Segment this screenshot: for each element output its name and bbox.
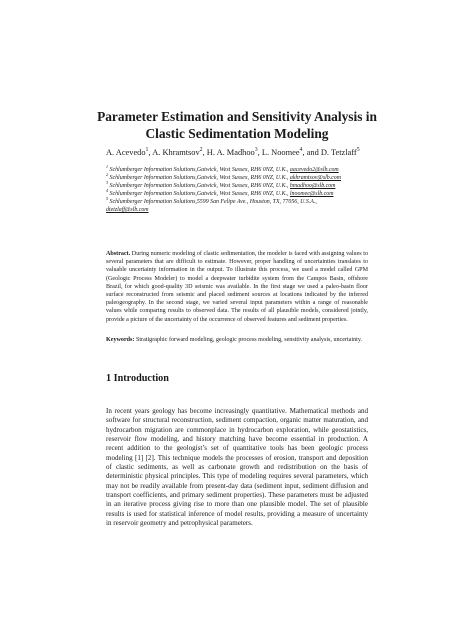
author-list xyxy=(106,147,406,158)
intro-paragraph: In recent years geology has become increasingly quantitative. Mathematical methods and software for structural reconstruction, sediment compaction, organic matter maturation, and hydrocarbon migration are commonplace in hydrocarbon exploration, while geostatistics, reservoir flow modeling, and history matching have become essential in production. A recent addition to the geologist’s set of quantitative tools has been geologic process modeling [1] [2]. This technique models the processes of erosion, transport and deposition of clastic sediments, as well as carbonate growth and redistribution on the basis of deterministic physical principles. This type of modeling requires several parameters, which may not be readily available from present-day data (sediment input, sediment diffusion and transport coefficients, and primary sediment properties). These parameters must be adjusted in an iterative process giving rise to more than one plausible model. The set of plausible results is used for statistical inference of model results, providing a measure of uncertainty in reservoir geometry and petrophysical parameters. xyxy=(106,407,368,528)
email-link[interactable]: dtetzlaff@slb.com xyxy=(106,207,149,214)
affiliation: $^5$ Schlumberger Information Solutions,5599 San Felipe Ave., Houston, TX, 77056, U.S.A., xyxy=(106,196,317,206)
paper-title xyxy=(60,108,414,142)
email-link[interactable]: akhramtsov@slb.com xyxy=(289,175,341,182)
affiliation: $^1$ Schlumberger Information Solutions,Gatwick, West Sussex, RH6 0NZ, U.K., aacevedo2@slb.com xyxy=(106,164,339,173)
author: A. Khramtsov$^2$, xyxy=(152,147,207,157)
affiliation: $^3$ Schlumberger Information Solutions,Gatwick, West Sussex, RH6 0NZ, U.K., hmadhoo@slb.com xyxy=(106,180,336,190)
author: A. Acevedo$^1$, xyxy=(106,147,153,157)
author: H. A. Madhoo$^3$, xyxy=(206,147,262,157)
affiliation-list xyxy=(106,166,406,215)
email-link[interactable]: aacevedo2@slb.com xyxy=(289,167,339,173)
keywords xyxy=(106,336,368,344)
affiliation: $^4$ Schlumberger Information Solutions,Gatwick, West Sussex, RH6 0NZ, U.K., lnoomee@slb.com xyxy=(106,188,334,198)
affiliation: $^2$ Schlumberger Information Solutions,Gatwick, West Sussex, RH6 0NZ, U.K., akhramtsov@slb.com xyxy=(106,172,341,182)
affiliation-continued xyxy=(106,206,406,214)
abstract xyxy=(106,250,368,324)
email-link[interactable]: lnoomee@slb.com xyxy=(289,191,334,198)
author: L. Noomee$^4$, and xyxy=(261,147,321,157)
abstract-label: Abstract. xyxy=(106,251,131,257)
title-line-1: Parameter Estimation and Sensitivity Analysis in xyxy=(97,109,377,124)
author: D. Tetzlaff$^5$ xyxy=(320,147,360,157)
keywords-label: Keywords: xyxy=(106,337,135,343)
keywords-text: Stratigraphic forward modeling, geologic process modeling, sensitivity analysis, uncertainty. xyxy=(134,337,362,343)
title-line-2: Clastic Sedimentation Modeling xyxy=(145,126,329,141)
email-link[interactable]: hmadhoo@slb.com xyxy=(289,183,336,190)
abstract-text: During numeric modeling of clastic sedimentation, the modeler is faced with assigning values to several parameters that are difficult to estimate. However, proper handling of uncertainties translates to valuable uncertainty information in the output. To illustrate this process, we used a model called GPM (Geologic Process Modeler) to model a deepwater turbidite system from the Campos Basin, offshore Brazil, for which good-quality 3D seismic was available. In the first stage we used a paleo-basin floor surface reconstructed from seismic and placed sediment sources at locations indicated by the inferred paleogeography. In the second stage, we varied several input parameters within a range of reasonable values while comparing results to observed data. The results of all plausible models, considered jointly, provide a picture of the uncertainty of the occurrence of observed features and sediment properties. xyxy=(106,251,368,323)
section-heading: 1 Introduction xyxy=(106,373,169,384)
